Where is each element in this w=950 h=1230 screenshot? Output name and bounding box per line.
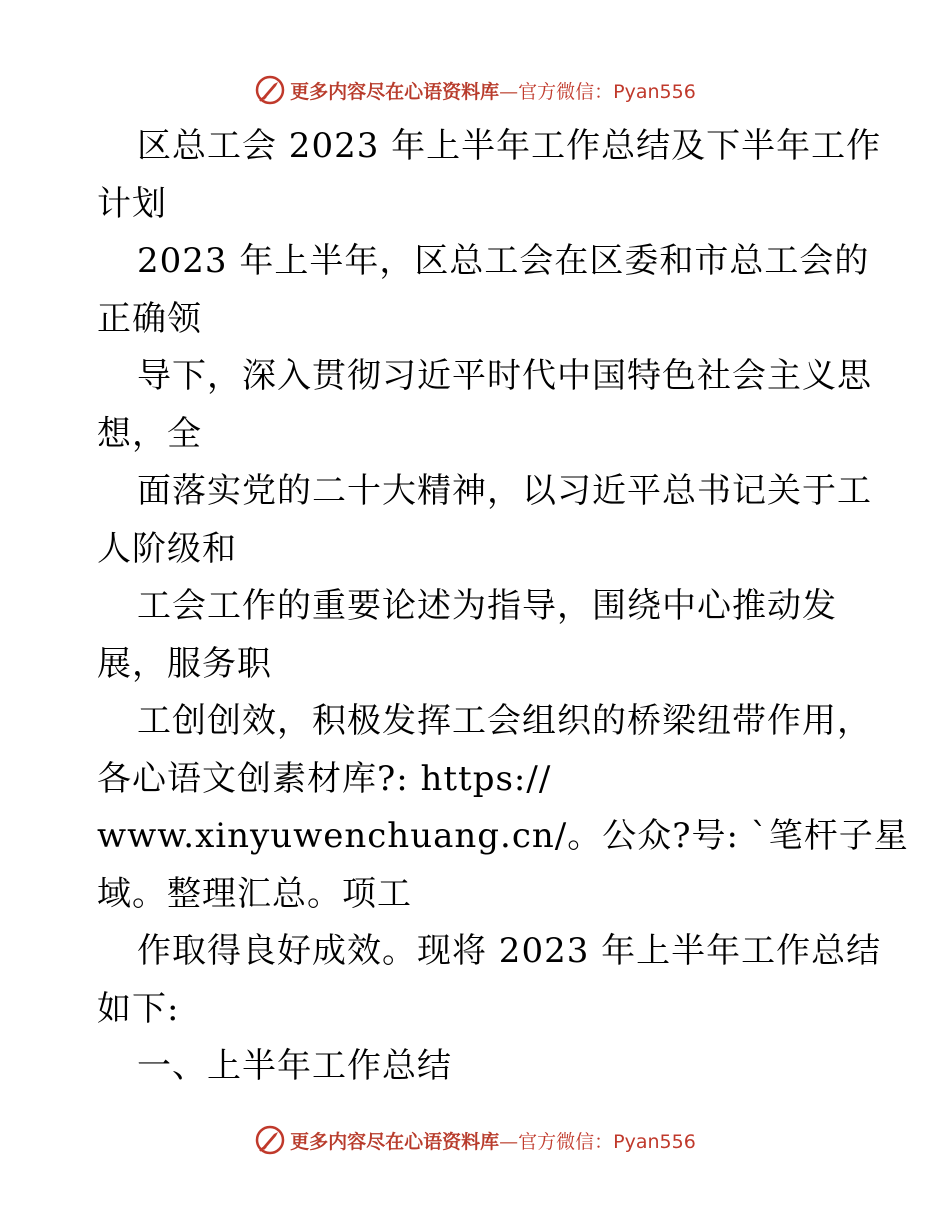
footer-banner	[0, 1120, 950, 1160]
paragraph-line: 导下，深入贯彻习近平时代中国特色社会主义思	[137, 356, 872, 396]
paragraph-line: 如下:	[97, 988, 180, 1029]
footer-separator: —	[499, 1130, 519, 1153]
footer-banner-text	[290, 1127, 696, 1154]
quill-pen-logo-icon	[254, 1124, 286, 1156]
footer-wechat-text: 官方微信：Pyan556	[518, 1130, 696, 1153]
quill-pen-logo-icon	[254, 74, 286, 106]
paragraph-line: 工会工作的重要论述为指导，围绕中心推动发	[137, 586, 837, 626]
header-banner	[0, 70, 950, 110]
paragraph-line: 工创创效，积极发挥工会组织的桥梁纽带作用，	[137, 701, 872, 741]
paragraph-line: 想，全	[97, 413, 202, 454]
paragraph-line: 2023 年上半年，区总工会在区委和市总工会的	[137, 241, 870, 281]
paragraph-line: 展，服务职	[97, 643, 272, 684]
header-brand-text: 更多内容尽在心语资料库	[290, 80, 500, 103]
footer-brand-text: 更多内容尽在心语资料库	[290, 1130, 500, 1153]
document-title-line-1: 区总工会 2023 年上半年工作总结及下半年工作	[137, 126, 882, 166]
document-title-line-2: 计划	[97, 183, 167, 224]
section-heading: 一、上半年工作总结	[137, 1046, 452, 1086]
header-banner-text	[290, 77, 696, 104]
header-wechat-text: 官方微信：Pyan556	[518, 80, 696, 103]
paragraph-line: 各心语文创素材库?: https://	[97, 758, 552, 799]
header-separator: —	[499, 80, 519, 103]
paragraph-line: 域。整理汇总。项工	[97, 873, 412, 914]
paragraph-line: www.xinyuwenchuang.cn/。公众?号: `笔杆子星	[97, 816, 909, 856]
paragraph-line: 作取得良好成效。现将 2023 年上半年工作总结	[137, 931, 882, 971]
paragraph-line: 人阶级和	[97, 528, 237, 569]
paragraph-line: 正确领	[97, 298, 202, 339]
paragraph-line: 面落实党的二十大精神，以习近平总书记关于工	[137, 471, 872, 511]
document-body	[97, 118, 909, 1096]
